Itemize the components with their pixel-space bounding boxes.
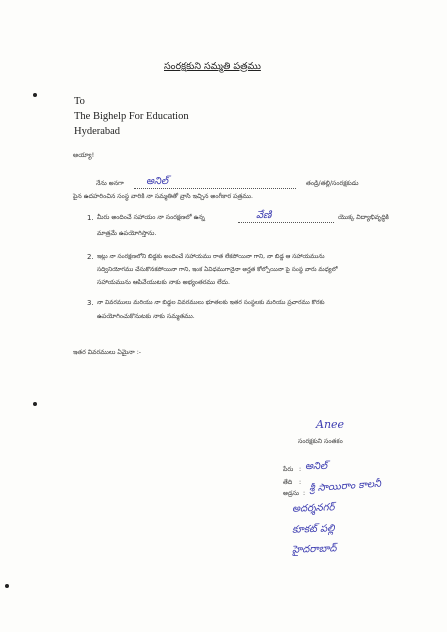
intro-prefix: నేను అనగా bbox=[96, 180, 124, 187]
address-line-handwritten: హైదరాబాద్ bbox=[291, 543, 337, 556]
date-field-label: తేది bbox=[283, 479, 293, 486]
point-2-line2: సద్వినియోగము చేసుకొనకపోయినా గాని, ఇంక ఏవిధముగానైనా అర్హత కోల్పోయినా పై సంస్థ వారు మధ్యలో bbox=[97, 267, 338, 273]
point-1-name-line bbox=[238, 222, 334, 223]
address-to: To bbox=[74, 96, 85, 107]
address-field-colon: : bbox=[303, 490, 306, 497]
salutation: అయ్యా! bbox=[73, 151, 95, 159]
address-line-handwritten: కూకట్ పల్లి bbox=[291, 523, 335, 536]
point-3-line1: నా వివరములు మరియు నా బిడ్డల వివరములు భూతలకు ఇతర సంస్థలకు మరియు ప్రచారము కొరకు bbox=[97, 300, 325, 306]
point-1-post: యొక్క విద్యాభివృద్ధికి bbox=[338, 214, 389, 221]
other-details-label: ఇతర వివరములు ఏమైనా :- bbox=[73, 349, 142, 356]
address-org: The Bighelp For Education bbox=[74, 111, 189, 122]
name-field-handwritten: అనిల్ bbox=[305, 461, 328, 472]
point-2-line1: ఇట్లు నా సంరక్షణలోని బిడ్డకు అందించే సహాయము రాత లేకపోయినా గాని, నా బిడ్డ ఆ సహాయమును bbox=[97, 254, 325, 260]
document-title: సంరక్షకుని సమ్మతి పత్రము bbox=[164, 61, 261, 72]
point-3-number: 3. bbox=[87, 299, 94, 307]
date-field-colon: : bbox=[299, 479, 302, 486]
margin-mark bbox=[33, 402, 37, 406]
intro-name-handwritten: అనిల్ bbox=[146, 176, 169, 187]
name-field-colon: : bbox=[299, 466, 302, 473]
intro-line2: పైన ఉదహరించిన సంస్థ వారికి నా సమ్మతితో వ్రాసి ఇచ్చిన అంగీకార పత్రము. bbox=[73, 193, 253, 200]
address-line-handwritten: శ్రీ సాయిరాం కాలనీ bbox=[308, 478, 382, 495]
address-city: Hyderabad bbox=[74, 126, 121, 137]
address-field-label: అడ్రసు bbox=[283, 490, 300, 497]
address-line-handwritten: అదర్శనగర్ bbox=[291, 502, 335, 515]
point-1-number: 1. bbox=[87, 214, 94, 222]
margin-mark bbox=[33, 93, 37, 97]
point-3-line2: ఉపయోగించుకొనుటకు నాకు సమ్మతము. bbox=[97, 313, 195, 320]
margin-mark bbox=[5, 584, 9, 588]
point-1-line2: మాత్రమే ఉపయోగిస్తాను. bbox=[97, 230, 157, 237]
point-2-line3: సహాయమును ఆపివేయుటకు నాకు అభ్యంతరము లేదు. bbox=[97, 279, 230, 286]
guardian-signature-handwritten: Anee bbox=[316, 418, 345, 431]
point-1-pre: మీరు అందించే సహాయం నా సంరక్షణలో ఉన్న bbox=[97, 214, 205, 221]
point-1-name-handwritten: వేణి bbox=[256, 210, 272, 221]
point-2-number: 2. bbox=[87, 253, 94, 261]
intro-relation: తండ్రి/తల్లి/సంరక్షకుడు bbox=[306, 180, 359, 187]
guardian-signature-label: సంరక్షకుని సంతకం bbox=[298, 438, 343, 445]
name-field-label: పేరు bbox=[283, 466, 294, 473]
